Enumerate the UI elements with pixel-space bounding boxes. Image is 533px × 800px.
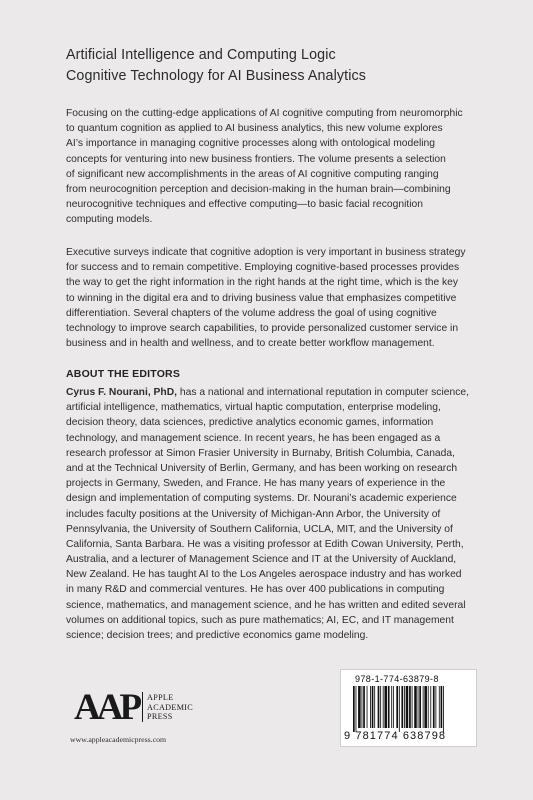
barcode-bar [435, 686, 436, 728]
barcode-bar [419, 686, 421, 728]
text-line: research professor at Simon Frasier University in Burnaby, British Columbia, Canada, [66, 447, 455, 459]
barcode-bars [345, 686, 472, 732]
barcode-bar [380, 686, 381, 728]
text-line: business and in health and wellness, and to create better workflow management. [66, 338, 435, 350]
text-line: neurocognitive techniques and effective computing—to basic facial recognition [66, 199, 423, 211]
barcode-bar [418, 686, 419, 728]
barcode-bar [428, 686, 429, 728]
barcode-bar [409, 686, 411, 728]
about-editors-heading: ABOUT THE EDITORS [66, 368, 181, 380]
barcode-bar [441, 686, 443, 728]
text-line: New Zealand. He has taught AI to the Los Angeles aerospace industry and has worked [66, 569, 462, 581]
barcode-bar [399, 686, 400, 732]
text-line: technology to improve search capabilities, to provide personalized customer service in [66, 322, 459, 334]
barcode-bar [433, 686, 435, 728]
publisher-name-line: APPLE [147, 693, 174, 702]
text-line: California, Santa Barbara. He was a visiting professor at Edith Cowan University, Perth, [66, 538, 464, 550]
text-line: concepts for venturing into new business frontiers. The volume presents a selection [66, 153, 446, 165]
text-line: and at the Technical University of Berlin, Germany, and has been working on research [66, 462, 458, 474]
barcode-bar [406, 686, 409, 728]
barcode-bar [378, 686, 380, 728]
text-line: to winning in the digital era and to driving business value that emphasizes competitive [66, 292, 457, 304]
publisher-logo [64, 683, 244, 743]
text-line: AI’s importance in managing cognitive processes along with ontological modeling [66, 138, 435, 150]
text-line: artificial intelligence, mathematics, virtual haptic computation, enterprise modeling, [66, 402, 441, 414]
barcode-bar [439, 686, 440, 728]
barcode-bar [367, 686, 368, 728]
barcode-bar [401, 686, 403, 728]
bio-first-rest: has a national and international reputation in computer science, [177, 387, 469, 398]
barcode-bar [363, 686, 365, 728]
text-line: technology, and management science. In recent years, he has been engaged as a [66, 432, 441, 444]
barcode-bar [384, 686, 387, 728]
text-line: for success and to remain competitive. Employing cognitive-based processes provides [66, 262, 460, 274]
text-line: decision theory, data sciences, predictive analytics economic games, information [66, 417, 434, 429]
text-line: science, mathematics, and management science, and he has written and edited several [66, 599, 466, 611]
barcode-bar [358, 686, 361, 728]
editor-name: Cyrus F. Nourani, PhD, [66, 387, 177, 398]
barcode-bar [414, 686, 417, 728]
book-title: Artificial Intelligence and Computing Logic [66, 47, 336, 63]
isbn-barcode [340, 669, 477, 747]
barcode-bar [383, 686, 384, 728]
text-line: in many R&D and commercial ventures. He has over 400 publications in computing [66, 584, 445, 596]
book-subtitle: Cognitive Technology for AI Business Analytics [66, 68, 366, 84]
publisher-url: www.appleacademicpress.com [70, 735, 167, 744]
text-line: differentiation. Several chapters of the volume address the goal of using cognitive [66, 307, 437, 319]
text-line: Australia, and a lecturer of Management Science and IT at the University of Auckland, [66, 554, 457, 566]
text-line: projects in Germany, Sweden, and France. He has many years of experience in the [66, 478, 446, 490]
text-line: includes faculty positions at the University of Michigan-Ann Arbor, the University of [66, 508, 441, 520]
barcode-digits: 9 781774 638798 [344, 730, 447, 742]
publisher-name-line: ACADEMIC [147, 702, 194, 712]
barcode-bar [424, 686, 427, 728]
text-line: Pennsylvania, the University of Southern California, UCLA, MIT, and the University of [66, 523, 453, 535]
barcode-bar [362, 686, 363, 728]
text-line: to quantum cognition as applied to AI business analytics, this new volume explores [66, 123, 443, 135]
barcode-bar [393, 686, 394, 728]
editor-bio [66, 385, 486, 643]
barcode-bar [353, 686, 355, 732]
barcode-bar [396, 686, 398, 728]
isbn-number: 978-1-774-63879-8 [355, 674, 439, 684]
text-line: volumes on additional topics, such as pure mathematics; AI, EC, and IT management [66, 614, 454, 626]
text-line: Executive surveys indicate that cognitive adoption is very important in business strategy [66, 247, 466, 258]
text-line: science; decision trees; and predictive economics game modeling. [66, 630, 369, 641]
barcode-bar [430, 686, 431, 728]
text-line: the way to get the right information in the right hands at the right time, which is the key [66, 277, 459, 289]
description-paragraph-1 [66, 106, 486, 228]
barcode-bar [374, 686, 375, 728]
barcode-bar [370, 686, 371, 728]
barcode-bar [356, 686, 357, 732]
bio-first-line [66, 385, 486, 400]
logo-divider [142, 692, 143, 722]
barcode-bar [412, 686, 413, 728]
barcode-bar [404, 686, 405, 728]
barcode-bar [443, 686, 444, 732]
description-paragraph-2 [66, 245, 486, 351]
publisher-name [147, 693, 193, 722]
text-line: computing models. [66, 214, 153, 226]
aap-logo-mark: AAP [74, 687, 139, 728]
barcode-bar [391, 686, 392, 728]
barcode-bar [423, 686, 424, 728]
publisher-name-line: PRESS [147, 712, 173, 722]
text-line: from neurocognition perception and decision-making in the human brain—combining [66, 183, 451, 195]
text-line: Focusing on the cutting-edge applications of AI cognitive computing from neuromorphic [66, 108, 463, 119]
barcode-bar [372, 686, 374, 728]
text-line: design and implementation of computing systems. Dr. Nourani’s academic experience [66, 493, 457, 505]
barcode-bar [388, 686, 390, 728]
text-line: of significant new accomplishments in the areas of AI cognitive computing ranging [66, 168, 439, 180]
